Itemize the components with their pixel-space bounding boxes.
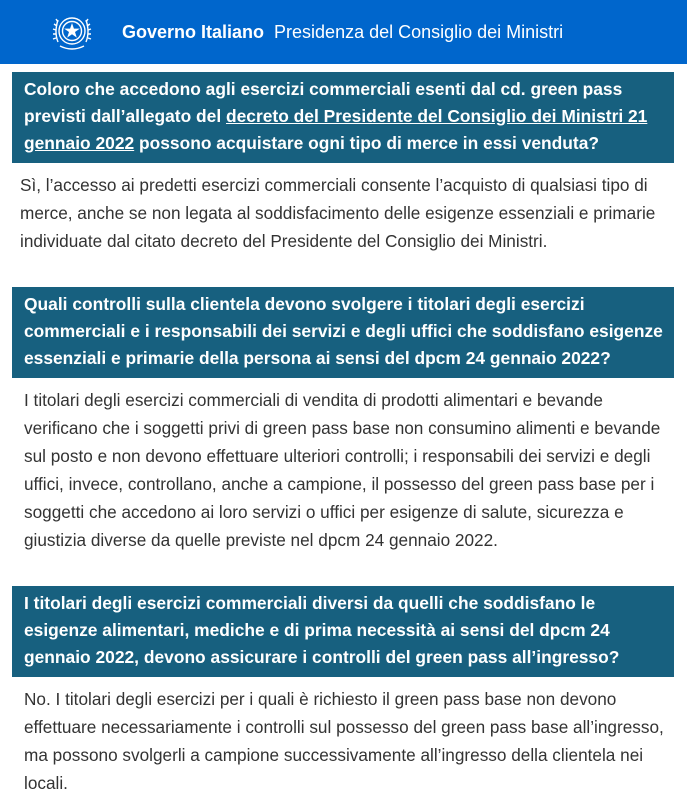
faq-question-1 <box>12 72 674 163</box>
question-1-text-after: possono acquistare ogni tipo di merce in essi venduta? <box>134 133 599 153</box>
faq-answer-3: No. I titolari degli esercizi per i quali è richiesto il green pass base non devono effettuare necessariamente i controlli sul possesso del green pass base all’ingresso, ma possono svolgerli a campione successivamente all’ingresso della clientela nei locali. <box>24 689 664 793</box>
brand-bold: Governo Italiano <box>122 21 265 42</box>
italian-republic-emblem-icon[interactable] <box>48 8 96 56</box>
faq-answer-2: I titolari degli esercizi commerciali di vendita di prodotti alimentari e bevande verificano che i soggetti privi di green pass base non consumino alimenti e bevande sul posto e non devono effettuare ulteriori controlli; i responsabili dei servizi e degli uffici, invece, controllano, anche a campione, il possesso del green pass base per i soggetti che accedono ai loro servizi o uffici per esigenze di salute, sicurezza e giustizia diverse da quelle previste nel dpcm 24 gennaio 2022. <box>24 390 661 550</box>
faq-answer-1: Sì, l’accesso ai predetti esercizi commerciali consente l’acquisto di qualsiasi tipo di merce, anche se non legata al soddisfacimento delle esigenze essenziali e primarie individuate dal citato decreto del Presidente del Consiglio dei Ministri. <box>20 175 656 251</box>
faq-question-3: I titolari degli esercizi commerciali diversi da quelli che soddisfano le esigenze alimentari, mediche e di prima necessità ai sensi del dpcm 24 gennaio 2022, devono assicurare i controlli del green pass all’ingresso? <box>12 586 674 677</box>
question-1-text-before: Coloro che accedono agli esercizi commerciali esenti dal cd. green pass previsti dall’allegato del <box>24 79 623 126</box>
faq-content <box>0 72 687 797</box>
dpcm-link[interactable]: decreto del Presidente del Consiglio dei Ministri 21 gennaio 2022 <box>24 106 648 153</box>
faq-question-2: Quali controlli sulla clientela devono svolgere i titolari degli esercizi commerciali e i responsabili dei servizi e degli uffici che soddisfano esigenze essenziali e primarie della persona ai sensi del dpcm 24 gennaio 2022? <box>12 287 674 378</box>
site-brand[interactable] <box>122 22 563 43</box>
brand-subtitle: Presidenza del Consiglio dei Ministri <box>274 21 564 42</box>
site-header <box>0 0 687 64</box>
